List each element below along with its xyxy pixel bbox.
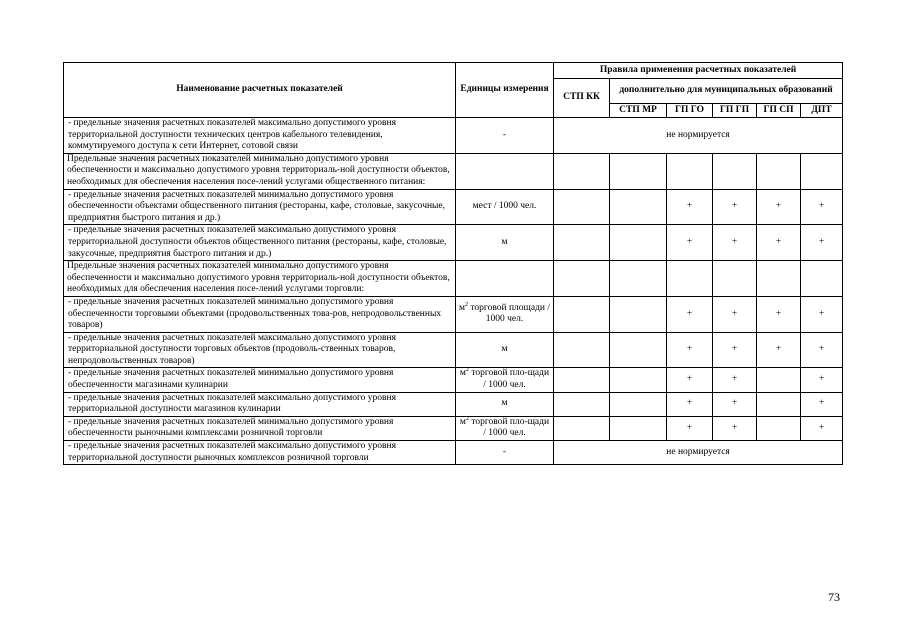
unit-base: м: [459, 416, 466, 427]
mark-cell: [610, 392, 667, 416]
mark-cell: [610, 189, 667, 225]
not-normalized-note: не нормируется: [554, 441, 843, 465]
mark-cell: +: [667, 368, 713, 392]
indicator-name: - предельные значения расчетных показателей минимально допустимого уровня обеспеченности магазинами кулинарии: [64, 368, 456, 392]
mark-cell: +: [713, 296, 757, 332]
mark-cell: +: [757, 296, 801, 332]
mark-cell: +: [667, 416, 713, 440]
unit-cell: -: [456, 118, 554, 154]
table-row: [64, 441, 843, 465]
table-body: [64, 118, 843, 465]
unit-rest: торговой пло-щади / 1000 чел.: [468, 416, 550, 439]
header-additional: дополнительно для муниципальных образований: [610, 79, 843, 104]
group-heading: Предельные значения расчетных показателей минимально допустимого уровня обеспеченности и максимально допустимого уровня территориаль-ной доступности объектов, необходимых для обеспечения населения посе-лений услугами торговли:: [64, 261, 456, 297]
indicator-name: - предельные значения расчетных показателей минимально допустимого уровня обеспеченности рыночными комплексами розничной торговли: [64, 416, 456, 440]
unit-cell: [456, 261, 554, 297]
indicator-name: - предельные значения расчетных показателей минимально допустимого уровня обеспеченности торговыми объектами (продовольственных това-ров, непродовольственных товаров): [64, 296, 456, 332]
mark-cell: [757, 392, 801, 416]
mark-cell: [757, 261, 801, 297]
unit-superscript: 2: [465, 415, 469, 422]
mark-cell: +: [713, 416, 757, 440]
header-units: Единицы измерения: [456, 63, 554, 118]
mark-cell: [610, 368, 667, 392]
mark-cell: +: [801, 296, 843, 332]
mark-cell: [554, 296, 610, 332]
mark-cell: +: [801, 368, 843, 392]
mark-cell: [610, 332, 667, 368]
indicator-name: - предельные значения расчетных показателей максимально допустимого уровня территориальной доступности технических центров кабельного телевидения, коммутируемого доступа к сети Интернет, сотовой связи: [64, 118, 456, 154]
unit-base: м: [459, 302, 466, 313]
unit-superscript: 2: [465, 301, 469, 308]
page-number: 73: [828, 590, 840, 604]
mark-cell: [610, 153, 667, 189]
table-row: [64, 189, 843, 225]
mark-cell: +: [801, 332, 843, 368]
mark-cell: [757, 153, 801, 189]
mark-cell: [713, 261, 757, 297]
mark-cell: +: [757, 225, 801, 261]
mark-cell: [610, 261, 667, 297]
mark-cell: +: [667, 332, 713, 368]
mark-cell: [554, 416, 610, 440]
header-rules: Правила применения расчетных показателей: [554, 63, 843, 79]
mark-cell: +: [667, 296, 713, 332]
header-gp-sp: ГП СП: [757, 104, 801, 118]
mark-cell: [554, 153, 610, 189]
mark-cell: [757, 368, 801, 392]
mark-cell: [554, 189, 610, 225]
header-gp-go: ГП ГО: [667, 104, 713, 118]
mark-cell: [554, 261, 610, 297]
unit-cell: [456, 416, 554, 440]
header-stp-mr: СТП МР: [610, 104, 667, 118]
header-dpt: ДПТ: [801, 104, 843, 118]
group-heading: Предельные значения расчетных показателей минимально допустимого уровня обеспеченности и максимально допустимого уровня территориаль-ной доступности объектов, необходимых для обеспечения населения посе-лений услугами общественного питания:: [64, 153, 456, 189]
mark-cell: +: [801, 189, 843, 225]
table-row: [64, 332, 843, 368]
header-gp-gp: ГП ГП: [713, 104, 757, 118]
unit-base: м: [459, 368, 466, 379]
mark-cell: +: [713, 368, 757, 392]
mark-cell: [667, 261, 713, 297]
mark-cell: +: [757, 332, 801, 368]
unit-superscript: 2: [465, 367, 469, 374]
mark-cell: [610, 225, 667, 261]
group-row: [64, 153, 843, 189]
not-normalized-note: не нормируется: [554, 118, 843, 154]
unit-cell: м: [456, 332, 554, 368]
mark-cell: +: [713, 332, 757, 368]
unit-cell: -: [456, 441, 554, 465]
table-row: [64, 296, 843, 332]
indicators-table: [63, 62, 843, 465]
unit-cell: [456, 296, 554, 332]
header-stp-kk: СТП КК: [554, 79, 610, 118]
indicator-name: - предельные значения расчетных показателей максимально допустимого уровня территориальной доступности рыночных комплексов розничной торговли: [64, 441, 456, 465]
mark-cell: +: [667, 225, 713, 261]
indicator-name: - предельные значения расчетных показателей минимально допустимого уровня обеспеченности объектами общественного питания (рестораны, кафе, столовые, закусочные, предприятия быстрого питания и др.): [64, 189, 456, 225]
table-row: [64, 118, 843, 154]
header-name: Наименование расчетных показателей: [64, 63, 456, 118]
unit-rest: торговой пло-щади / 1000 чел.: [468, 368, 550, 391]
unit-cell: м: [456, 392, 554, 416]
mark-cell: [554, 368, 610, 392]
group-row: [64, 261, 843, 297]
mark-cell: +: [713, 189, 757, 225]
indicator-name: - предельные значения расчетных показателей максимально допустимого уровня территориальной доступности магазинов кулинарии: [64, 392, 456, 416]
unit-cell: [456, 153, 554, 189]
mark-cell: [757, 416, 801, 440]
mark-cell: +: [801, 416, 843, 440]
mark-cell: +: [667, 392, 713, 416]
mark-cell: +: [757, 189, 801, 225]
mark-cell: [801, 153, 843, 189]
mark-cell: +: [801, 392, 843, 416]
mark-cell: [610, 296, 667, 332]
unit-rest: торговой площади / 1000 чел.: [468, 302, 550, 325]
mark-cell: [554, 392, 610, 416]
mark-cell: [713, 153, 757, 189]
table-row: [64, 368, 843, 392]
mark-cell: [667, 153, 713, 189]
unit-cell: [456, 368, 554, 392]
mark-cell: [610, 416, 667, 440]
mark-cell: +: [713, 392, 757, 416]
table-row: [64, 416, 843, 440]
mark-cell: +: [801, 225, 843, 261]
indicator-name: - предельные значения расчетных показателей максимально допустимого уровня территориальной доступности торговых объектов (продоволь-ственных товаров, непродовольственных товаров): [64, 332, 456, 368]
mark-cell: [801, 261, 843, 297]
mark-cell: [554, 225, 610, 261]
table-row: [64, 392, 843, 416]
table-row: [64, 225, 843, 261]
unit-cell: мест / 1000 чел.: [456, 189, 554, 225]
table-header: [64, 63, 843, 118]
indicator-name: - предельные значения расчетных показателей максимально допустимого уровня территориальной доступности объектов общественного питания (рестораны, кафе, столовые, закусочные, предприятия быстрого питания и др.): [64, 225, 456, 261]
mark-cell: +: [713, 225, 757, 261]
mark-cell: +: [667, 189, 713, 225]
unit-cell: м: [456, 225, 554, 261]
mark-cell: [554, 332, 610, 368]
